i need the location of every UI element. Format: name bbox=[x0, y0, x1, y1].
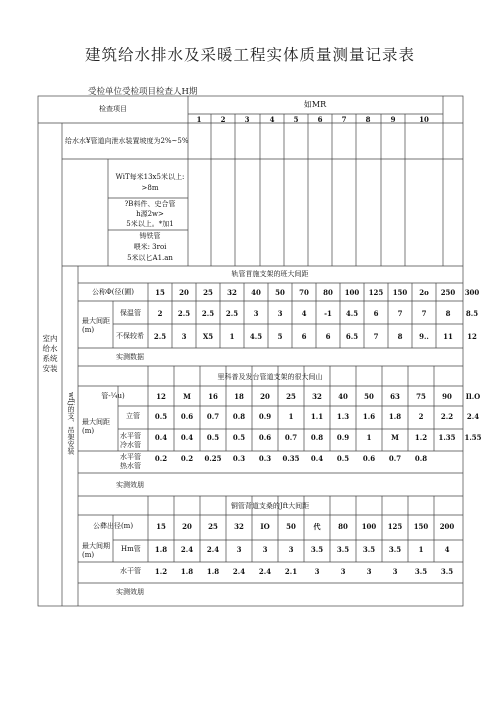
value-cell: 0.9 bbox=[258, 412, 272, 421]
point-number: 5 bbox=[293, 115, 299, 124]
value-cell: 50 bbox=[275, 288, 285, 297]
support-install-label: wf[j的支、吊架安装 bbox=[67, 392, 75, 455]
value-cell: 1.3 bbox=[336, 412, 350, 421]
value-cell: 0.2 bbox=[180, 454, 194, 463]
value-cell: 3 bbox=[392, 567, 398, 576]
value-cell: 20 bbox=[179, 288, 189, 297]
value-cell: 3 bbox=[288, 545, 294, 554]
value-cell: 90 bbox=[442, 392, 452, 401]
value-cell: 25 bbox=[208, 522, 218, 531]
value-cell: 250 bbox=[440, 288, 456, 297]
value-cell: 80 bbox=[323, 288, 333, 297]
value-cell: 0.5 bbox=[232, 433, 246, 442]
slope-requirement: 给水水¥管道向泄水装置坡度为2%~5% bbox=[65, 137, 189, 145]
value-cell: 300 bbox=[464, 288, 480, 297]
value-cell: 70 bbox=[299, 288, 309, 297]
value-cell: M bbox=[391, 433, 399, 442]
value-cell: 32 bbox=[227, 288, 237, 297]
value-cell: 11 bbox=[443, 332, 453, 341]
value-cell: 8 bbox=[445, 309, 451, 318]
value-cell: 2.4 bbox=[206, 545, 220, 554]
value-cell: 2o bbox=[419, 288, 429, 297]
value-cell: 0.5 bbox=[336, 454, 350, 463]
value-cell: 1.8 bbox=[180, 567, 194, 576]
value-cell: 7 bbox=[373, 332, 379, 341]
value-cell: 3 bbox=[253, 309, 259, 318]
value-cell: 0.6 bbox=[258, 433, 272, 442]
value-cell: Il.O bbox=[465, 392, 481, 401]
value-cell: 3 bbox=[181, 332, 187, 341]
value-cell: 1 bbox=[366, 433, 372, 442]
value-cell: 1 bbox=[288, 412, 294, 421]
value-cell: 7 bbox=[421, 309, 427, 318]
value-cell: 8.5 bbox=[465, 309, 479, 318]
value-cell: 4 bbox=[444, 545, 450, 554]
value-cell: 0.3 bbox=[232, 454, 246, 463]
value-cell: 0.4 bbox=[310, 454, 324, 463]
value-cell: 2 bbox=[157, 309, 163, 318]
value-cell: 0.7 bbox=[284, 433, 298, 442]
value-cell: 32 bbox=[234, 522, 244, 531]
value-cell: 2.5 bbox=[225, 309, 239, 318]
copper-diameter-label: 公彝出径(m) bbox=[92, 522, 134, 530]
plastic-measured-label: 实测数据 bbox=[116, 353, 144, 361]
value-cell: 6 bbox=[301, 332, 307, 341]
value-cell: 12 bbox=[467, 332, 477, 341]
value-cell: 40 bbox=[338, 392, 348, 401]
value-cell: 16 bbox=[208, 392, 218, 401]
value-cell: 0.35 bbox=[282, 454, 300, 463]
point-number: 7 bbox=[341, 115, 347, 124]
value-cell: 0.5 bbox=[154, 412, 168, 421]
value-cell: 1 bbox=[229, 332, 235, 341]
value-cell: 0.4 bbox=[154, 433, 168, 442]
value-cell: 代 bbox=[313, 522, 321, 531]
value-cell: 1.2 bbox=[154, 567, 168, 576]
value-cell: 20 bbox=[260, 392, 270, 401]
value-cell: 4 bbox=[301, 309, 307, 318]
value-cell: 100 bbox=[344, 288, 360, 297]
value-cell: 3 bbox=[366, 567, 372, 576]
value-cell: 3.5 bbox=[414, 567, 428, 576]
value-cell: 15 bbox=[155, 288, 165, 297]
copper-section-title: 铜管背道支桑的Jft大间距 bbox=[230, 502, 310, 510]
value-cell: 1.8 bbox=[206, 567, 220, 576]
value-cell: 7 bbox=[397, 309, 403, 318]
value-cell: 0.7 bbox=[206, 412, 220, 421]
value-cell: 6 bbox=[373, 309, 379, 318]
value-cell: 5 bbox=[277, 332, 283, 341]
value-cell: M bbox=[183, 392, 191, 401]
point-number: 1 bbox=[196, 115, 202, 124]
value-cell: 1.6 bbox=[362, 412, 376, 421]
value-cell: 125 bbox=[387, 522, 403, 531]
composite-section-title: 里科普及发台管道支架的很大间山 bbox=[217, 373, 323, 381]
value-cell: 2.4 bbox=[466, 412, 480, 421]
value-cell: 0.5 bbox=[206, 433, 220, 442]
value-cell: 12 bbox=[156, 392, 166, 401]
value-cell: 2.5 bbox=[201, 309, 215, 318]
value-cell: 3 bbox=[236, 545, 242, 554]
value-cell: 80 bbox=[338, 522, 348, 531]
value-cell: 9.. bbox=[419, 332, 429, 341]
insulated-pipe-label: 保温管 bbox=[120, 309, 141, 317]
value-cell: 2.4 bbox=[180, 545, 194, 554]
value-cell: 0.8 bbox=[414, 454, 428, 463]
value-cell: 3.5 bbox=[440, 567, 454, 576]
value-cell: 0.6 bbox=[180, 412, 194, 421]
value-cell: 3 bbox=[277, 309, 283, 318]
copper-vertical-pipe-label: Hm管 bbox=[121, 545, 141, 553]
value-cell: 1.35 bbox=[438, 433, 456, 442]
value-cell: 150 bbox=[413, 522, 429, 531]
value-cell: 50 bbox=[364, 392, 374, 401]
page-title: 建筑给水排水及采暖工程实体质量测量记录表 bbox=[84, 46, 415, 64]
value-cell: 6 bbox=[325, 332, 331, 341]
point-number: 10 bbox=[419, 115, 429, 124]
point-number: 9 bbox=[390, 115, 396, 124]
value-cell: 3.5 bbox=[362, 545, 376, 554]
value-cell: 3 bbox=[314, 567, 320, 576]
inspection-info-line: 受检单位受检项目检查人H期 bbox=[88, 87, 198, 97]
value-cell: 4.5 bbox=[345, 309, 359, 318]
value-cell: 15 bbox=[156, 522, 166, 531]
cold-water-pipe-label: 水平管冷水管 bbox=[120, 432, 141, 449]
value-cell: 3.5 bbox=[336, 545, 350, 554]
value-cell: 1.1 bbox=[310, 412, 324, 421]
value-cell: 0.9 bbox=[336, 433, 350, 442]
copper-horizontal-pipe-label: 水干管 bbox=[120, 567, 141, 575]
value-cell: 1.55 bbox=[464, 433, 482, 442]
point-number: 8 bbox=[365, 115, 371, 124]
value-cell: 200 bbox=[439, 522, 455, 531]
value-cell: -1 bbox=[324, 309, 332, 318]
plastic-diameter-label: 公称Φ(径(圃) bbox=[92, 288, 134, 296]
value-cell: 150 bbox=[392, 288, 408, 297]
point-number: 6 bbox=[317, 115, 323, 124]
value-cell: 18 bbox=[234, 392, 244, 401]
measurement-points-header: 如MR bbox=[303, 100, 327, 109]
value-cell: 0.3 bbox=[258, 454, 272, 463]
value-cell: 25 bbox=[286, 392, 296, 401]
value-cell: 32 bbox=[312, 392, 322, 401]
plastic-max-spacing-label: 最大间距(m) bbox=[82, 317, 110, 334]
value-cell: 20 bbox=[182, 522, 192, 531]
value-cell: 1.2 bbox=[414, 433, 428, 442]
value-cell: X5 bbox=[202, 332, 214, 341]
value-cell: 1 bbox=[418, 545, 424, 554]
composite-measured-label: 实测效朋 bbox=[116, 481, 144, 489]
inspection-item-header: 检查项目 bbox=[99, 105, 127, 113]
value-cell: 0.7 bbox=[388, 454, 402, 463]
value-cell: 40 bbox=[251, 288, 261, 297]
value-cell: 2.1 bbox=[284, 567, 298, 576]
value-cell: 75 bbox=[416, 392, 426, 401]
composite-max-spacing-label: 最大间距(m) bbox=[82, 418, 110, 435]
value-cell: 0.8 bbox=[232, 412, 246, 421]
value-cell: 2.5 bbox=[177, 309, 191, 318]
value-cell: 25 bbox=[203, 288, 213, 297]
value-cell: 3.5 bbox=[388, 545, 402, 554]
hot-water-pipe-label: 水平管热水管 bbox=[120, 453, 141, 470]
plastic-section-title: 轨管苜施支架的班大间距 bbox=[231, 270, 309, 278]
value-cell: 0.8 bbox=[310, 433, 324, 442]
system-install-label: 室内给水系统安装 bbox=[42, 334, 58, 373]
record-table: 检查项目 如MR 1 2 3 4 5 6 7 8 9 10 室内给水系统安装 wf[j的支、吊架安装 给水水¥管道向泄水装置坡度为2%~5% WiT每米13x5米以上: >8m ?B料件、史合管 h源2w> 5米以上。*加1 铸铁管 喂米: 3roi 5米以匕A1.an 轨管苜施支架的班大间距 公称Φ(径(圃) 最大间距(m) 保温管 不保较希 实测数据 15 20 25 32 40 50 70 80 100 125 150 2o 250 300 2 2.5 2.5 2.5 3 3 4 -1 4.5 6 7 7 8 8.5 2.5 3 X5 1 4.5 5 6 6 6.5 7 8 9.. 11 12 里科普及发台管道支架的很大间山 管-¼u) 最大间距(m) 立管 水平管冷水管 水平管热水管 实测效朋 12 M 16 18 20 25 32 40 50 63 75 90 Il.O 0.5 0.6 0.7 0.8 0.9 1 1.1 1.3 1.6 1.8 2 2.2 2.4 0.4 0.4 0.5 0.5 0.6 0.7 0.8 0.9 1 M 1.2 1.35 1.55 0.2 0.2 0.25 0.3 0.3 0.35 0.4 0.5 0.6 0.7 0.8 铜管背道支桑的Jft大间距 公彝出径(m) 最大间期(m) Hm管 水干管 实测效朋 15 20 25 32 IO 50 代 80 100 125 150 200 1.8 2.4 2.4 3 3 3 3.5 3.5 3.5 3.5 1 4 1.2 1.8 1.8 2.4 2.4 2.1 3 3 3 3 3.5 3.5 bbox=[38, 96, 463, 606]
value-cell: 0.6 bbox=[362, 454, 376, 463]
point-number: 2 bbox=[220, 115, 226, 124]
value-cell: 0.2 bbox=[154, 454, 168, 463]
value-cell: 6.5 bbox=[345, 332, 359, 341]
value-cell: 100 bbox=[361, 522, 377, 531]
value-cell: 3.5 bbox=[310, 545, 324, 554]
value-cell: 125 bbox=[368, 288, 384, 297]
value-cell: 2.5 bbox=[153, 332, 167, 341]
composite-diameter-label: 管-¼u) bbox=[101, 392, 125, 400]
value-cell: 0.25 bbox=[204, 454, 222, 463]
value-cell: 1.8 bbox=[154, 545, 168, 554]
copper-max-spacing-label: 最大间期(m) bbox=[82, 542, 110, 559]
value-cell: 50 bbox=[286, 522, 296, 531]
uninsulated-pipe-label: 不保较希 bbox=[116, 332, 144, 340]
value-cell: 2.4 bbox=[258, 567, 272, 576]
value-cell: 8 bbox=[397, 332, 403, 341]
value-cell: IO bbox=[260, 522, 270, 531]
value-cell: 2.2 bbox=[440, 412, 454, 421]
copper-measured-label: 实测效朋 bbox=[116, 588, 144, 596]
value-cell: 1.8 bbox=[388, 412, 402, 421]
value-cell: 2 bbox=[418, 412, 424, 421]
value-cell: 63 bbox=[390, 392, 400, 401]
value-cell: 4.5 bbox=[249, 332, 263, 341]
value-cell: 2.4 bbox=[232, 567, 246, 576]
value-cell: 3 bbox=[262, 545, 268, 554]
value-cell: 0.4 bbox=[180, 433, 194, 442]
point-number: 4 bbox=[269, 115, 275, 124]
point-number: 3 bbox=[244, 115, 250, 124]
vertical-pipe-label: 立管 bbox=[126, 412, 140, 420]
value-cell: 3 bbox=[340, 567, 346, 576]
